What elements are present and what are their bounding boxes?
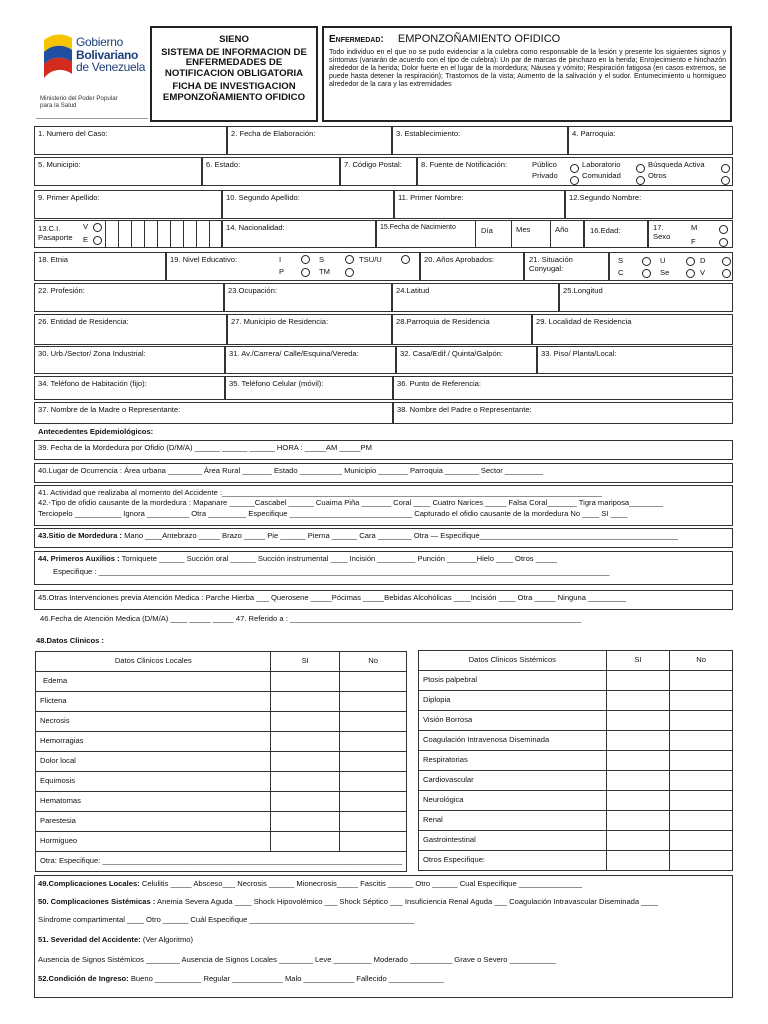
- label-establishment: 3. Establecimiento:: [396, 129, 461, 138]
- systemic-row-label: Cardiovascular: [419, 771, 607, 791]
- field-elaboration-date[interactable]: [227, 126, 392, 155]
- ministry-line-1: Ministerio del Poder Popular: [40, 95, 118, 102]
- systemic-si-cell[interactable]: [606, 751, 670, 771]
- table-row: [36, 852, 407, 872]
- opt-private: Privado: [532, 171, 558, 180]
- severity-options[interactable]: Ausencia de Signos Sistémicos ________ Ausencia de Signos Locales ________ Leve _________ Moderado __________ Grave o Severo ___________: [38, 955, 557, 964]
- systemic-row-label: Coagulación Intravenosa Diseminada: [419, 731, 607, 751]
- label-ethnicity: 18. Etnia: [38, 255, 68, 264]
- field-nationality[interactable]: [222, 220, 376, 248]
- label-approved-years: 20. Años Aprobados:: [424, 255, 495, 264]
- local-si-cell[interactable]: [271, 732, 339, 752]
- label-passport: Pasaporte: [38, 233, 73, 242]
- table-row: [419, 671, 733, 691]
- systemic-clinical-table: [418, 650, 733, 871]
- systemic-si-cell[interactable]: [606, 791, 670, 811]
- label-birth-date: 15.Fecha de Nacimiento: [380, 224, 456, 231]
- table-row: [419, 831, 733, 851]
- local-si-cell[interactable]: [271, 752, 339, 772]
- epi-first-aid-box[interactable]: [34, 551, 733, 585]
- table-row: [36, 732, 407, 752]
- radio-edu-s[interactable]: [345, 255, 354, 264]
- id-digit-cells[interactable]: [105, 221, 222, 247]
- logo-text-3: de Venezuela: [76, 60, 146, 75]
- table-row: [36, 672, 407, 692]
- label-mar-d: D: [700, 256, 706, 265]
- radio-mar-d[interactable]: [722, 257, 731, 266]
- disease-name: EMPONZOÑAMIENTO OFIDICO: [397, 33, 561, 45]
- label-male: M: [691, 223, 698, 232]
- table-row: [36, 752, 407, 772]
- field-birth-date: [376, 220, 584, 248]
- label-avenue: 31. Av./Carrera/ Calle/Esquina/Vereda:: [229, 349, 359, 358]
- field-avenue[interactable]: [225, 346, 396, 374]
- label-activity: 41. Actividad que realizaba al momento del Accidente :__________________________________________________________________________________________: [38, 488, 603, 497]
- label-residence-parish: 28.Parroquia de Residencia: [396, 317, 490, 326]
- radio-mar-c[interactable]: [642, 269, 651, 278]
- field-case-number[interactable]: [34, 126, 227, 155]
- systemic-no-cell[interactable]: [670, 671, 733, 691]
- radio-others[interactable]: [721, 176, 730, 185]
- opt-active-search: Búsqueda Activa: [648, 160, 705, 169]
- field-residence-parish[interactable]: [392, 314, 532, 345]
- local-no-cell[interactable]: [339, 832, 406, 852]
- field-reference-point[interactable]: [393, 376, 733, 400]
- table-row: [36, 772, 407, 792]
- label-severity: 51. Severidad del Accidente:: [38, 935, 141, 944]
- systemic-no-cell[interactable]: [670, 711, 733, 731]
- clinical-title: 48.Datos Clinicos :: [36, 636, 104, 645]
- systemic-row-label: Ptosis palpebral: [419, 671, 607, 691]
- field-house[interactable]: [396, 346, 537, 374]
- system-title-box: [150, 26, 318, 122]
- table-row: [36, 692, 407, 712]
- local-no-cell[interactable]: [339, 792, 406, 812]
- label-urbanization: 30. Urb./Sector/ Zona Industrial:: [38, 349, 146, 358]
- table-row: [36, 812, 407, 832]
- system-name: SISTEMA DE INFORMACION DE ENFERMEDADES DE NOTIFICACION OBLIGATORIA: [161, 46, 307, 79]
- systemic-no-cell[interactable]: [670, 771, 733, 791]
- epi-bite-date-box[interactable]: [34, 440, 733, 460]
- systemic-row-label: Respiratorias: [419, 751, 607, 771]
- table-row: [36, 832, 407, 852]
- radio-public[interactable]: [570, 164, 579, 173]
- label-bite-site: 43.Sitio de Mordedura :: [38, 531, 122, 540]
- label-mother-name: 37. Nombre de la Madre o Representante:: [38, 405, 181, 414]
- systemic-no-cell[interactable]: [670, 691, 733, 711]
- label-reference-point: 36. Punto de Referencia:: [397, 379, 482, 388]
- table-row: [36, 792, 407, 812]
- field-establishment[interactable]: [392, 126, 568, 155]
- radio-edu-i[interactable]: [301, 255, 310, 264]
- label-second-surname: 10. Segundo Apellido:: [226, 193, 300, 202]
- radio-community[interactable]: [636, 176, 645, 185]
- local-no-cell[interactable]: [339, 692, 406, 712]
- field-home-phone[interactable]: [34, 376, 225, 400]
- opt-laboratory: Laboratorio: [582, 160, 621, 169]
- systemic-no-cell[interactable]: [670, 731, 733, 751]
- radio-laboratory[interactable]: [636, 164, 645, 173]
- label-postal-code: 7. Código Postal:: [344, 160, 402, 169]
- field-floor[interactable]: [537, 346, 733, 374]
- radio-mar-s[interactable]: [642, 257, 651, 266]
- table-row: [419, 791, 733, 811]
- ministry-line-2: para la Salud: [40, 101, 77, 109]
- field-latitude[interactable]: [392, 283, 559, 312]
- field-first-name[interactable]: [394, 190, 565, 219]
- label-marital-1: 21. Situación: [529, 255, 573, 264]
- opt-community: Comunidad: [582, 171, 621, 180]
- label-case-number: 1. Numero del Caso:: [38, 129, 108, 138]
- field-notification-source: [417, 157, 733, 186]
- label-systemic-complications: 50. Complicaciones Sistémicas :: [38, 897, 156, 906]
- table-row: [419, 691, 733, 711]
- label-admission-condition: 52.Condición de Ingreso:: [38, 974, 129, 983]
- table-row: [36, 712, 407, 732]
- label-mar-u: U: [660, 256, 666, 265]
- label-marital-2: Conyugal:: [529, 264, 564, 273]
- field-longitude[interactable]: [559, 283, 733, 312]
- label-mar-se: Se: [660, 268, 670, 277]
- field-occupation[interactable]: [224, 283, 392, 312]
- field-age[interactable]: [584, 220, 648, 248]
- table-row: [419, 751, 733, 771]
- field-urbanization[interactable]: [34, 346, 225, 374]
- local-no-cell[interactable]: [339, 812, 406, 832]
- table-row: [419, 771, 733, 791]
- label-other-interventions: 45.Otras Intervenciones previa Atención Medica : Parche Hierba ___ Querosene _____Pócimas _____Bebidas Alcohólicas ____Incisión ____ Otra _____ Ninguna _________: [38, 593, 627, 602]
- label-age: 16.Edad:: [590, 226, 621, 235]
- label-notification-source: 8. Fuente de Notificación:: [421, 160, 508, 169]
- systemic-no-cell[interactable]: [670, 791, 733, 811]
- radio-edu-tm[interactable]: [345, 268, 354, 277]
- local-si-cell[interactable]: [271, 832, 339, 852]
- systemic-si-cell[interactable]: [606, 831, 670, 851]
- disease-box: [322, 26, 732, 122]
- field-marital-status: [524, 252, 609, 281]
- local-row-label: Equimosis: [36, 772, 271, 792]
- epi-title: Antecedentes Epidemiológicos:: [38, 427, 154, 436]
- label-longitude: 25.Longitud: [563, 286, 603, 295]
- label-floor: 33. Piso/ Planta/Local:: [541, 349, 617, 358]
- systemic-no-cell[interactable]: [670, 811, 733, 831]
- label-snake-type-2: Terciopelo ___________ Ignora __________ Otra _________ Especifique _____________________________ Capturado el ofidio causante de la mordedura No ____ SI ____: [38, 509, 628, 518]
- label-latitude: 24.Latitud: [396, 286, 430, 295]
- local-header: Datos Clinicos Locales: [36, 652, 271, 672]
- complications-box: [34, 875, 733, 998]
- label-day: Día: [481, 226, 493, 235]
- severity-algorithm: (Ver Algoritmo): [140, 935, 194, 944]
- local-complications-options: Celulitis _____ Absceso___ Necrosis ______ Mionecrosis_____ Fascitis ______ Otro ______ Cual Especifique _______________: [139, 879, 583, 888]
- systemic-si-cell[interactable]: [606, 691, 670, 711]
- field-residence-locality[interactable]: [532, 314, 733, 345]
- label-17: 17.: [653, 223, 664, 232]
- systemic-row-label: Diplopia: [419, 691, 607, 711]
- field-id-document: [34, 220, 222, 248]
- local-row-label: Parestesia: [36, 812, 271, 832]
- label-v: V: [83, 222, 89, 231]
- local-other-specify[interactable]: Otra: Especifique: _______________________________________________________________________: [36, 852, 407, 872]
- systemic-row-label: Neurológica: [419, 791, 607, 811]
- systemic-no-header: No: [670, 651, 733, 671]
- severity: [38, 936, 193, 945]
- systemic-complications-options: Anemia Severa Aguda ____ Shock Hipovolémico ___ Shock Séptico ___ Insuficiencia Renal Aguda ___ Coagulación Intravascular Diseminada ____: [155, 897, 659, 906]
- label-year: Año: [555, 225, 569, 234]
- label-nationality: 14. Nacionalidad:: [226, 223, 285, 232]
- logo-text-2: Bolivariano: [76, 47, 139, 62]
- local-no-cell[interactable]: [339, 732, 406, 752]
- system-code: SIENO: [219, 34, 249, 45]
- label-edu-i: I: [279, 255, 282, 264]
- form-title: FICHA DE INVESTIGACION EMPONZOÑAMIENTO OFIDICO: [162, 81, 306, 103]
- table-row: [419, 811, 733, 831]
- label-mar-c: C: [618, 268, 624, 277]
- label-first-aid: 44. Primeros Auxilios :: [38, 554, 120, 563]
- label-sex: Sexo: [653, 232, 671, 241]
- local-row-label: Hematomas: [36, 792, 271, 812]
- label-first-name: 11. Primer Nombre:: [398, 193, 464, 202]
- systemic-si-cell[interactable]: [606, 671, 670, 691]
- radio-mar-se[interactable]: [686, 269, 695, 278]
- systemic-header: Datos Clinicos Sistémicos: [419, 651, 607, 671]
- label-mar-v: V: [700, 268, 706, 277]
- radio-active-search[interactable]: [721, 164, 730, 173]
- field-mobile-phone[interactable]: [225, 376, 393, 400]
- epi-bite-site-box[interactable]: [34, 528, 733, 548]
- systemic-no-cell[interactable]: [670, 851, 733, 871]
- local-clinical-table: [35, 651, 407, 872]
- local-row-label: Hemorragias: [36, 732, 271, 752]
- admission-condition[interactable]: [38, 975, 444, 984]
- systemic-row-label: Visión Borrosa: [419, 711, 607, 731]
- label-edu-tsu: TSU/U: [359, 255, 382, 264]
- systemic-row-label: Gastrointestinal: [419, 831, 607, 851]
- local-row-label: Necrosis: [36, 712, 271, 732]
- table-row: [419, 711, 733, 731]
- label-residence-locality: 29. Localidad de Residencia: [536, 317, 632, 326]
- systemic-si-cell[interactable]: [606, 731, 670, 751]
- label-e: E: [83, 235, 89, 244]
- field-residence-municipality[interactable]: [227, 314, 392, 345]
- field-second-name[interactable]: [565, 190, 733, 219]
- local-si-cell[interactable]: [271, 792, 339, 812]
- local-no-header: No: [339, 652, 406, 672]
- label-ci: 13.C.I.: [38, 224, 61, 233]
- label-residence-entity: 26. Entidad de Residencia:: [38, 317, 129, 326]
- systemic-si-cell[interactable]: [606, 711, 670, 731]
- marital-options: [609, 252, 733, 281]
- label-female: F: [691, 237, 696, 246]
- label-month: Mes: [516, 225, 531, 234]
- local-si-cell[interactable]: [271, 712, 339, 732]
- disease-label: Enfermedad:: [329, 34, 384, 45]
- label-occupation: 23.Ocupación:: [228, 286, 277, 295]
- systemic-complications[interactable]: [38, 898, 658, 907]
- label-second-name: 12.Segundo Nombre:: [569, 193, 642, 202]
- label-edu-tm: TM: [319, 267, 330, 276]
- systemic-no-cell[interactable]: [670, 751, 733, 771]
- field-first-surname[interactable]: [34, 190, 222, 219]
- label-edu-p: P: [279, 267, 285, 276]
- label-residence-municipality: 27. Municipio de Residencia:: [231, 317, 329, 326]
- label-mobile-phone: 35. Teléfono Celular (móvil):: [229, 379, 324, 388]
- field-municipality[interactable]: [34, 157, 202, 186]
- local-si-cell[interactable]: [271, 812, 339, 832]
- label-profession: 22. Profesión:: [38, 286, 85, 295]
- radio-male[interactable]: [719, 225, 728, 234]
- systemic-si-cell[interactable]: [606, 771, 670, 791]
- label-first-surname: 9. Primer Apellido:: [38, 193, 100, 202]
- epi-activity-snake-box[interactable]: [34, 485, 733, 526]
- label-attention-date: 46.Fecha de Atención Medica (D/M/A) ____ _____ _____ 47. Referido a : _____________________________________________________________________: [40, 614, 582, 623]
- opt-public: Público: [532, 160, 557, 169]
- local-row-label: Edema: [36, 672, 271, 692]
- label-first-aid-options: Torniquete ______ Succión oral ______ Succión instrumental ____ Incisión _________ Punción _______Hielo ____ Otros _____: [119, 554, 557, 563]
- local-si-cell[interactable]: [271, 692, 339, 712]
- label-education-level: 19. Nivel Educativo:: [170, 255, 238, 264]
- label-occurrence-place: 40.Lugar de Ocurrencia : Área urbana ________ Área Rural _______ Estado __________ Municipio _______ Parroquia ________ Sector _________: [38, 466, 543, 475]
- label-first-aid-specify: Especifique : _________________________________________________________________________________________________________________________: [53, 567, 610, 576]
- radio-private[interactable]: [570, 176, 579, 185]
- radio-edu-p[interactable]: [301, 268, 310, 277]
- field-approved-years[interactable]: [420, 252, 524, 281]
- label-bite-date: 39. Fecha de la Mordedura por Ofidio (D/M/A) ______ ______ ______ HORA : _____AM _____PM: [38, 443, 372, 452]
- label-mar-s: S: [618, 256, 624, 265]
- label-local-complications: 49.Complicaciones Locales:: [38, 879, 140, 888]
- table-row: [419, 731, 733, 751]
- label-house: 32. Casa/Edif./ Quinta/Galpón:: [400, 349, 503, 358]
- field-father-name[interactable]: [393, 402, 733, 424]
- local-si-cell[interactable]: [271, 772, 339, 792]
- local-row-label: Dolor local: [36, 752, 271, 772]
- systemic-no-cell[interactable]: [670, 831, 733, 851]
- local-no-cell[interactable]: [339, 752, 406, 772]
- field-residence-entity[interactable]: [34, 314, 227, 345]
- field-parish[interactable]: [568, 126, 733, 155]
- field-ethnicity[interactable]: [34, 252, 166, 281]
- radio-mar-u[interactable]: [686, 257, 695, 266]
- compartment-syndrome[interactable]: Síndrome compartimental ____ Otro ______ Cuál Especifique _______________________________________: [38, 915, 415, 924]
- radio-v[interactable]: [93, 223, 102, 232]
- label-elaboration-date: 2. Fecha de Elaboración:: [231, 129, 316, 138]
- local-no-cell[interactable]: [339, 712, 406, 732]
- local-no-cell[interactable]: [339, 772, 406, 792]
- radio-edu-tsu[interactable]: [401, 255, 410, 264]
- local-row-label: Hormigueo: [36, 832, 271, 852]
- systemic-si-cell[interactable]: [606, 811, 670, 831]
- label-bite-site-options: Mano ____Antebrazo _____ Brazo _____ Pie ______ Pierna ______ Cara ________ Otra — Especifique_______________________________________________: [121, 531, 679, 540]
- logo-text-1: Gobierno: [76, 35, 123, 49]
- admission-condition-options: Bueno ___________ Regular ____________ Malo ____________ Fallecido _____________: [128, 974, 444, 983]
- disease-definition: Todo individuo en el que no se pudo evidenciar a la culebra como responsable de la lesión y presente los siguientes signos y síntomas (variarán de acuerdo con el tipo de culebra): Un par de marcas de pinchazo en la herida; Enrojecimiento e hinchazón alrededor de la herida; Dolor fuerte en el lugar de la mordedura; Náusea y vómito; Respiración fatigosa (en casos extremos, se puede hasta detener la respiración); Trastornos de la vista; Aumento de la salivación y el sudor. Entumecimiento u hormigueo alrededor de la cara y las extremidades: [329, 48, 726, 88]
- field-education-level: [166, 252, 420, 281]
- epi-other-interventions-box[interactable]: [34, 590, 733, 610]
- label-state: 6. Estado:: [206, 160, 241, 169]
- field-sex: [648, 220, 733, 248]
- radio-female[interactable]: [719, 238, 728, 247]
- label-edu-s: S: [319, 255, 325, 264]
- opt-others: Otros: [648, 171, 667, 180]
- field-postal-code[interactable]: [340, 157, 417, 186]
- label-father-name: 38. Nombre del Padre o Representante:: [397, 405, 532, 414]
- local-row-label: Flictena: [36, 692, 271, 712]
- epi-location-box[interactable]: [34, 463, 733, 483]
- systemic-row-label: Otros Especifique:: [419, 851, 607, 871]
- systemic-si-header: SI: [606, 651, 670, 671]
- logo: [38, 30, 148, 109]
- field-second-surname[interactable]: [222, 190, 394, 219]
- local-si-header: SI: [271, 652, 339, 672]
- systemic-si-cell[interactable]: [606, 851, 670, 871]
- logo-divider: [36, 118, 148, 119]
- radio-mar-v[interactable]: [722, 269, 731, 278]
- local-complications[interactable]: [38, 880, 582, 889]
- label-snake-type: 42.-Tipo de ofidio causante de la mordedura : Mapanare ______Cascabel ______ Cuaima Piña _______ Coral ____ Cuatro Narices _____ Falsa Coral_______ Tigra mariposa________: [38, 498, 663, 507]
- label-parish: 4. Parroquia:: [572, 129, 616, 138]
- field-profession[interactable]: [34, 283, 224, 312]
- table-row: [419, 851, 733, 871]
- local-si-cell[interactable]: [271, 672, 339, 692]
- flag-icon: [40, 32, 74, 82]
- systemic-row-label: Renal: [419, 811, 607, 831]
- radio-e[interactable]: [93, 236, 102, 245]
- field-state[interactable]: [202, 157, 340, 186]
- label-home-phone: 34. Teléfono de Habitación (fijo):: [38, 379, 147, 388]
- label-municipality: 5. Municipio:: [38, 160, 81, 169]
- field-mother-name[interactable]: [34, 402, 393, 424]
- local-no-cell[interactable]: [339, 672, 406, 692]
